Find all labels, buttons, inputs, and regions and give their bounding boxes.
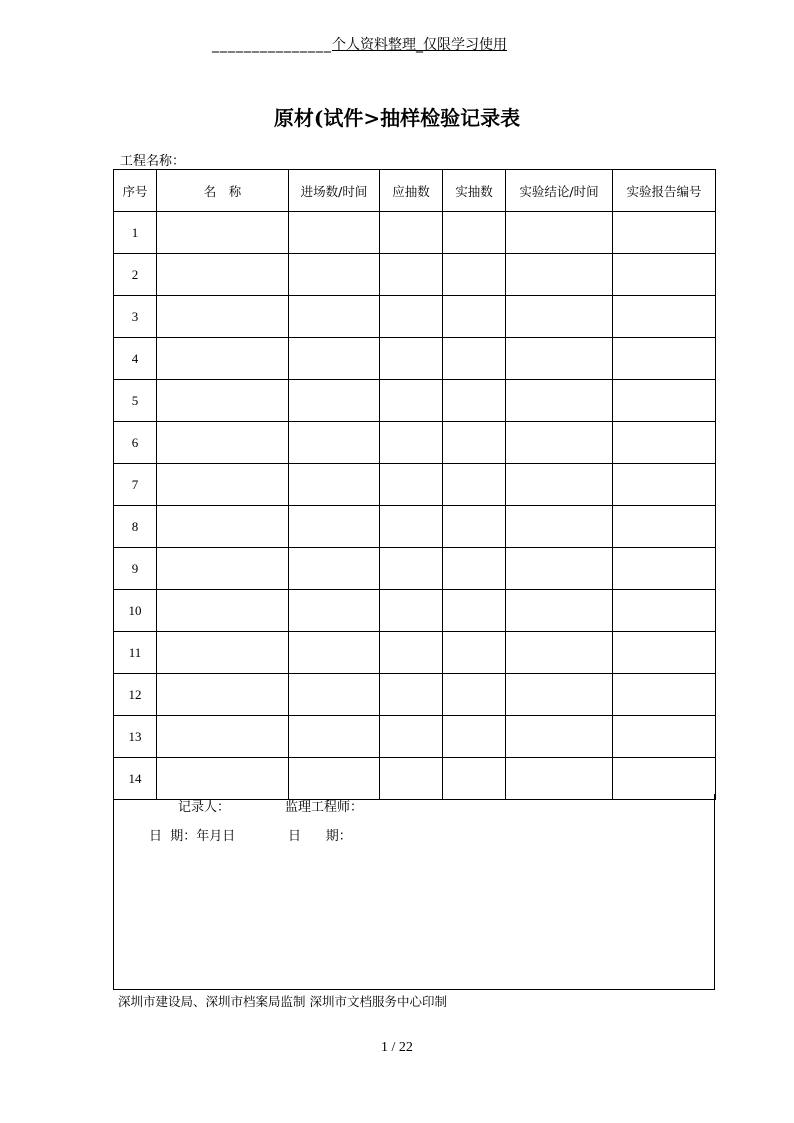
table-cell <box>506 590 613 632</box>
table-cell <box>380 674 443 716</box>
table-cell <box>157 254 289 296</box>
table-cell <box>613 338 716 380</box>
table-row <box>114 590 716 632</box>
table-cell <box>157 506 289 548</box>
table-cell <box>289 296 380 338</box>
table-cell <box>506 716 613 758</box>
table-row <box>114 380 716 422</box>
table-cell <box>380 632 443 674</box>
signature-section <box>113 794 715 990</box>
table-cell <box>613 632 716 674</box>
footer-issuer: 深圳市建设局、深圳市档案局监制 深圳市文档服务中心印制 <box>118 994 447 1009</box>
table-cell <box>443 548 506 590</box>
table-row <box>114 464 716 506</box>
table-cell <box>506 632 613 674</box>
table-cell <box>157 464 289 506</box>
table-cell <box>157 422 289 464</box>
table-cell <box>289 464 380 506</box>
table-row <box>114 254 716 296</box>
table-cell <box>613 296 716 338</box>
table-row <box>114 716 716 758</box>
row-index: 3 <box>114 296 157 338</box>
table-cell <box>380 212 443 254</box>
table-cell <box>289 506 380 548</box>
table-row <box>114 506 716 548</box>
table-cell <box>613 380 716 422</box>
table-cell <box>380 716 443 758</box>
table-cell <box>506 254 613 296</box>
row-index: 6 <box>114 422 157 464</box>
record-table <box>113 169 716 800</box>
col-header-report-no: 实验报告编号 <box>613 170 716 212</box>
table-cell <box>157 590 289 632</box>
table-cell <box>506 464 613 506</box>
table-cell <box>289 716 380 758</box>
table-cell <box>157 380 289 422</box>
row-index: 11 <box>114 632 157 674</box>
col-header-conclusion: 实验结论/时间 <box>506 170 613 212</box>
supervisor-label: 监理工程师： <box>285 800 364 815</box>
table-cell <box>613 464 716 506</box>
table-cell <box>613 716 716 758</box>
table-cell <box>443 506 506 548</box>
table-cell <box>506 380 613 422</box>
table-cell <box>380 506 443 548</box>
table-header-row <box>114 170 716 212</box>
table-row <box>114 674 716 716</box>
table-cell <box>380 254 443 296</box>
row-index: 12 <box>114 674 157 716</box>
table-cell <box>289 548 380 590</box>
page-number: 1 / 22 <box>381 1040 413 1055</box>
table-cell <box>157 548 289 590</box>
row-index: 7 <box>114 464 157 506</box>
table-cell <box>443 422 506 464</box>
table-cell <box>443 464 506 506</box>
table-row <box>114 296 716 338</box>
table-cell <box>506 548 613 590</box>
table-cell <box>157 212 289 254</box>
table-cell <box>380 422 443 464</box>
table-cell <box>613 548 716 590</box>
row-index: 9 <box>114 548 157 590</box>
col-header-arrival: 进场数/时间 <box>289 170 380 212</box>
table-row <box>114 548 716 590</box>
header-text: 个人资料整理_仅限学习使用 <box>332 37 507 53</box>
table-cell <box>157 296 289 338</box>
table-row <box>114 422 716 464</box>
header-note <box>212 34 584 54</box>
col-header-required-sample: 应抽数 <box>380 170 443 212</box>
table-cell <box>289 422 380 464</box>
table-row <box>114 338 716 380</box>
table-cell <box>380 464 443 506</box>
row-index: 13 <box>114 716 157 758</box>
table-cell <box>443 254 506 296</box>
table-cell <box>380 590 443 632</box>
table-cell <box>613 422 716 464</box>
table-row <box>114 212 716 254</box>
table-cell <box>289 380 380 422</box>
col-header-index: 序号 <box>114 170 157 212</box>
table-cell <box>506 674 613 716</box>
table-cell <box>289 674 380 716</box>
table-cell <box>289 590 380 632</box>
row-index: 14 <box>114 758 157 800</box>
table-cell <box>443 380 506 422</box>
table-cell <box>613 254 716 296</box>
table-cell <box>443 296 506 338</box>
recorder-date-label: 日 期：年月日 <box>149 829 236 844</box>
row-index: 2 <box>114 254 157 296</box>
table-cell <box>443 632 506 674</box>
table-cell <box>380 296 443 338</box>
table-row <box>114 632 716 674</box>
page-title: 原材(试件>抽样检验记录表 <box>273 106 521 130</box>
table-cell <box>506 506 613 548</box>
table-cell <box>289 212 380 254</box>
table-cell <box>289 254 380 296</box>
header-dashes: _______________ <box>212 37 332 53</box>
row-index: 1 <box>114 212 157 254</box>
table-cell <box>157 716 289 758</box>
table-cell <box>380 338 443 380</box>
table-cell <box>157 632 289 674</box>
table-cell <box>506 338 613 380</box>
recorder-label: 记录人： <box>178 800 231 815</box>
row-index: 10 <box>114 590 157 632</box>
table-cell <box>613 674 716 716</box>
table-cell <box>506 422 613 464</box>
table-cell <box>613 506 716 548</box>
table-cell <box>289 338 380 380</box>
table-cell <box>443 590 506 632</box>
table-cell <box>380 380 443 422</box>
col-header-name: 名 称 <box>157 170 289 212</box>
col-header-actual-sample: 实抽数 <box>443 170 506 212</box>
table-cell <box>506 296 613 338</box>
table-cell <box>157 338 289 380</box>
table-cell <box>613 212 716 254</box>
table-cell <box>443 338 506 380</box>
table-cell <box>157 674 289 716</box>
table-cell <box>613 590 716 632</box>
table-cell <box>443 716 506 758</box>
table-cell <box>289 632 380 674</box>
project-name-label: 工程名称： <box>120 154 186 169</box>
table-cell <box>506 212 613 254</box>
row-index: 8 <box>114 506 157 548</box>
table-cell <box>443 674 506 716</box>
table-cell <box>443 212 506 254</box>
supervisor-date-label: 日 期： <box>288 829 352 844</box>
row-index: 4 <box>114 338 157 380</box>
table-cell <box>380 548 443 590</box>
row-index: 5 <box>114 380 157 422</box>
